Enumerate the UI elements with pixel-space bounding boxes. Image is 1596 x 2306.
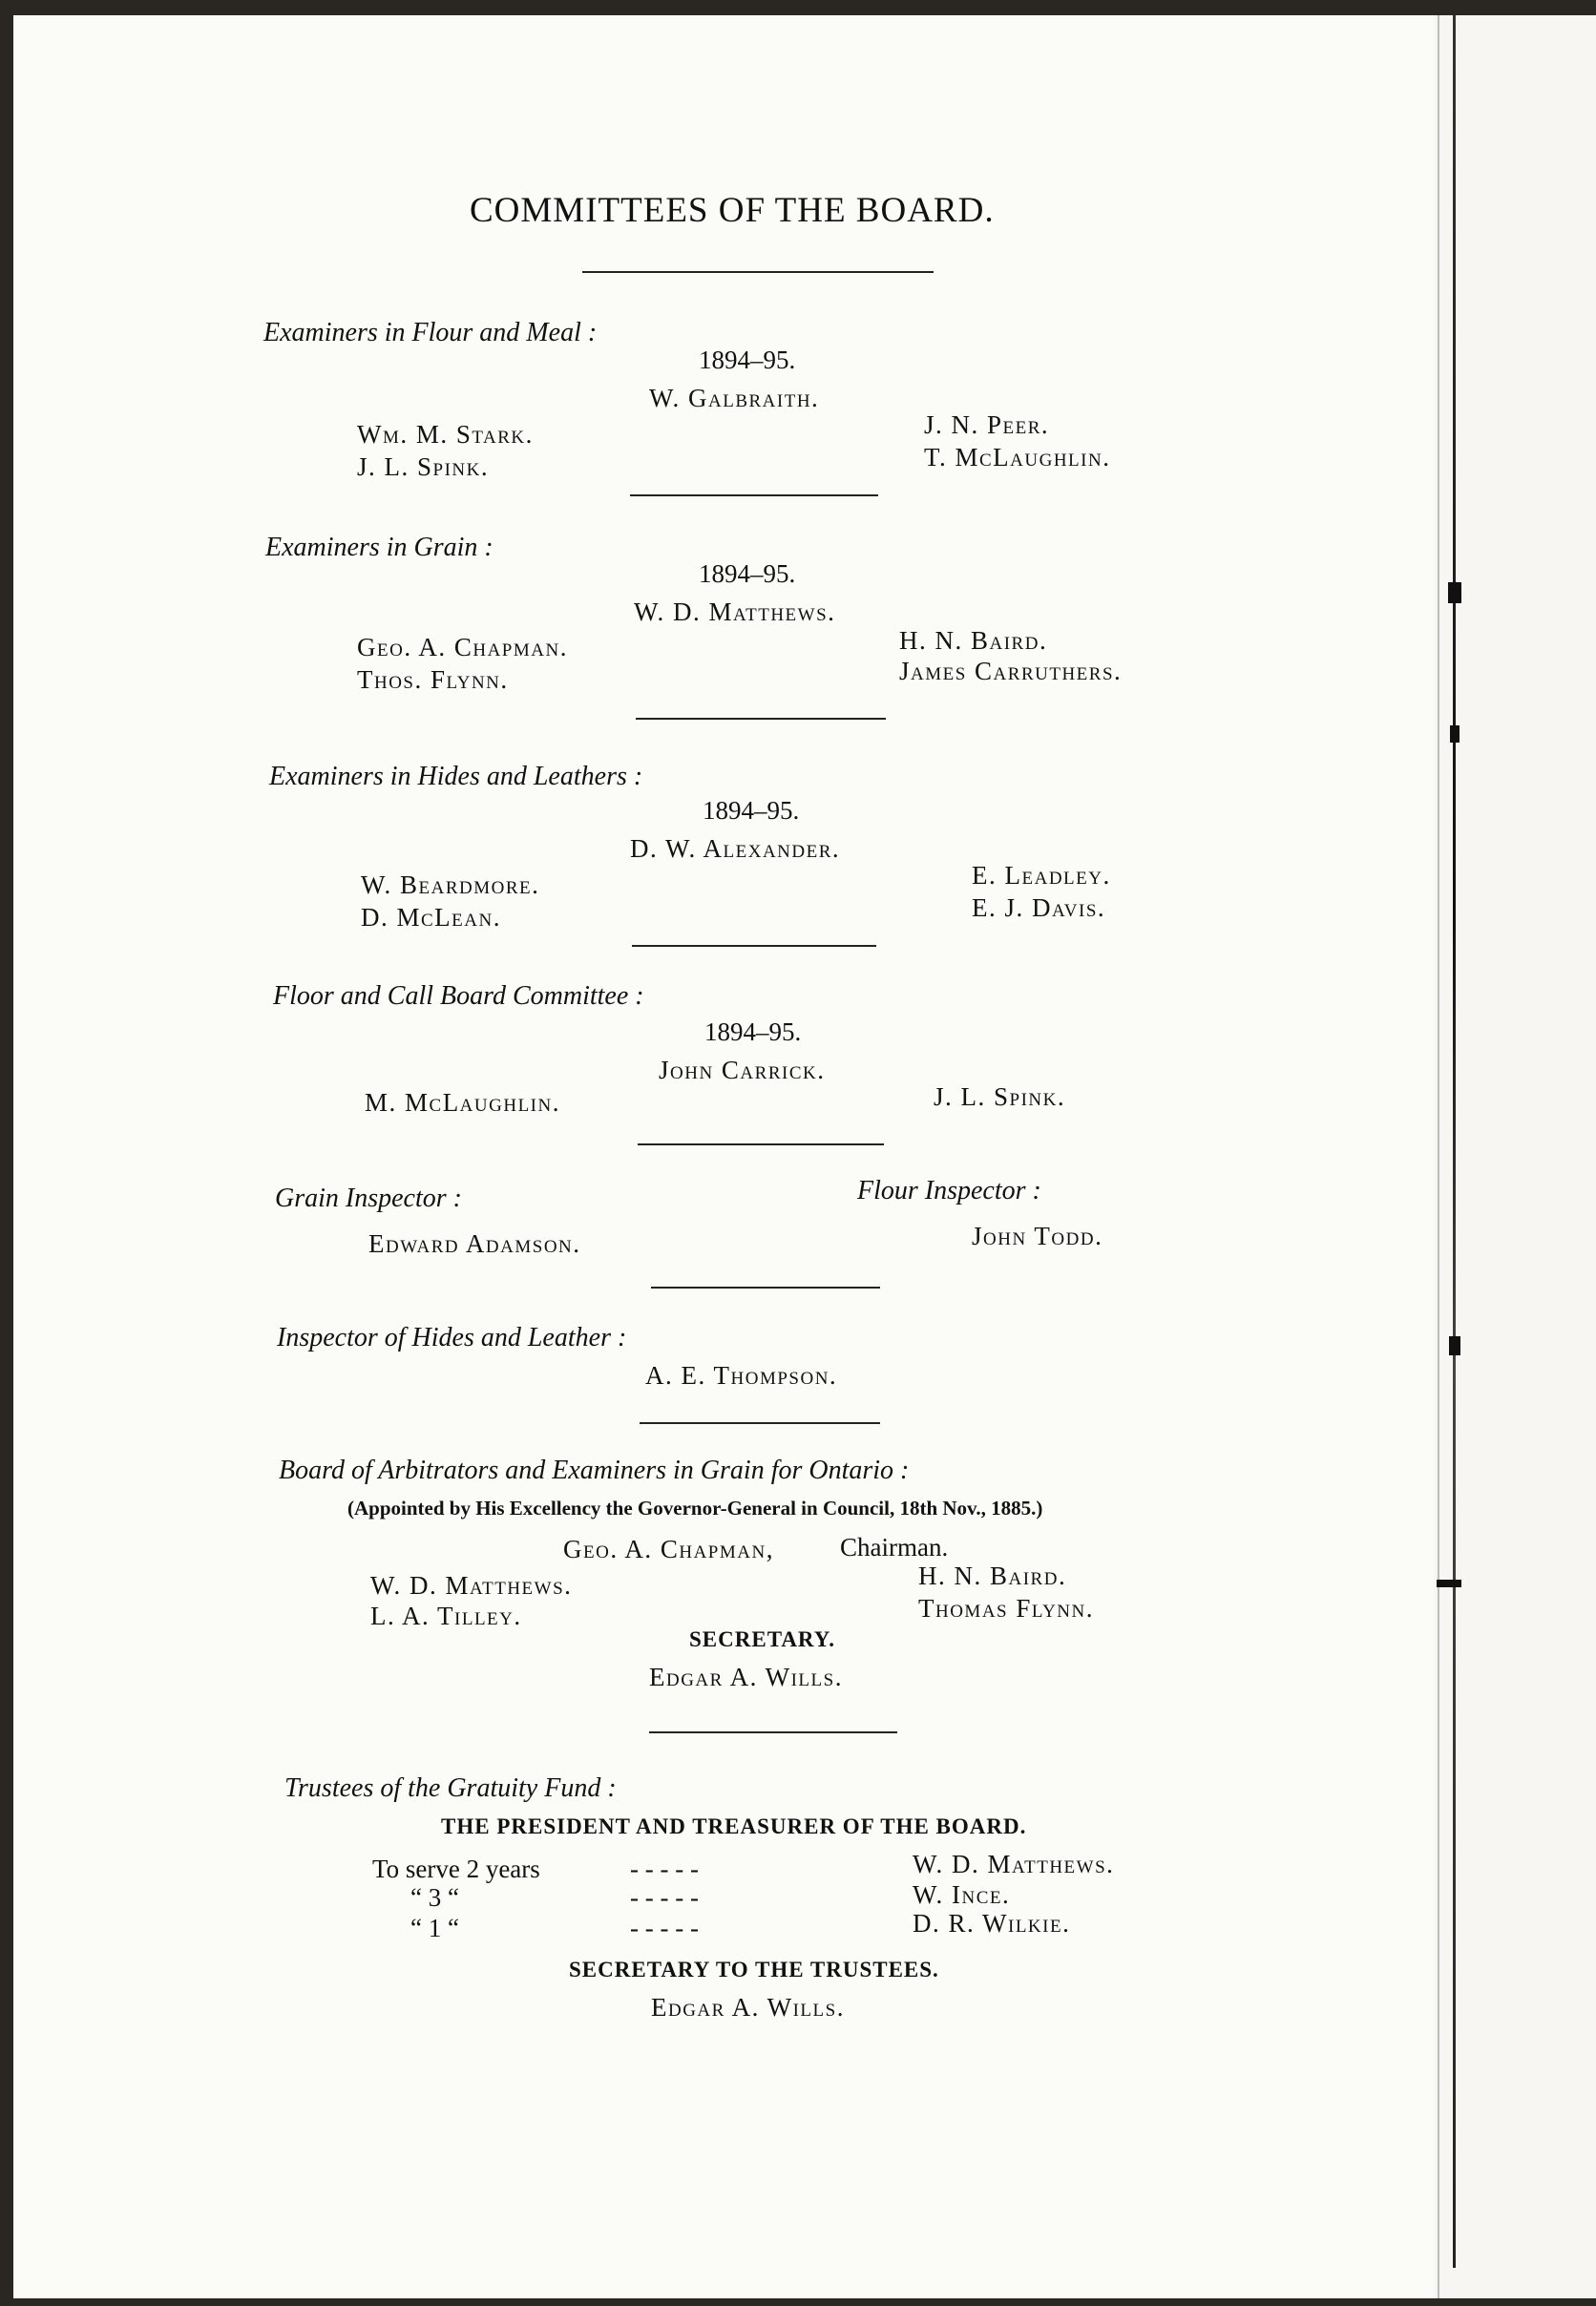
hides-member: E. Leadley. xyxy=(972,861,1111,890)
flour-meal-year: 1894–95. xyxy=(699,346,796,374)
trustee-term: “ 1 “ xyxy=(410,1914,459,1942)
section-rule xyxy=(630,494,878,496)
arbitrators-secretary-label: SECRETARY. xyxy=(689,1627,835,1651)
flour-meal-chair: W. Galbraith. xyxy=(649,384,820,412)
hides-member: D. McLean. xyxy=(361,903,501,932)
binding-mark xyxy=(1448,582,1461,603)
trustees-subheading: THE PRESIDENT AND TREASURER OF THE BOARD. xyxy=(441,1814,1027,1838)
floor-member: J. L. Spink. xyxy=(934,1082,1066,1111)
floor-chair: John Carrick. xyxy=(659,1056,826,1084)
hides-year: 1894–95. xyxy=(703,796,800,825)
hides-heading: Examiners in Hides and Leathers : xyxy=(269,762,643,791)
hides-chair: D. W. Alexander. xyxy=(630,834,841,863)
arbitrators-chair: Geo. A. Chapman, xyxy=(563,1535,774,1563)
arbitrators-secretary: Edgar A. Wills. xyxy=(649,1663,843,1691)
flour-inspector-name: John Todd. xyxy=(972,1222,1103,1250)
trustees-secretary-label: SECRETARY TO THE TRUSTEES. xyxy=(569,1958,939,1981)
trustee-leader: - - - - - xyxy=(630,1855,699,1883)
binding-stitch xyxy=(1453,15,1456,2268)
trustee-term: To serve 2 years xyxy=(372,1855,540,1883)
trustee-leader: - - - - - xyxy=(630,1883,699,1912)
flour-meal-member: Wm. M. Stark. xyxy=(357,420,534,449)
arbitrators-member: W. D. Matthews. xyxy=(370,1571,573,1600)
trustees-secretary: Edgar A. Wills. xyxy=(651,1993,845,2022)
binding-mark xyxy=(1437,1580,1461,1587)
title-rule xyxy=(582,271,934,273)
trustee-name: W. Ince. xyxy=(913,1880,1011,1909)
trustee-leader: - - - - - xyxy=(630,1914,699,1942)
hides-inspector-heading: Inspector of Hides and Leather : xyxy=(277,1323,627,1352)
arbitrators-member: H. N. Baird. xyxy=(918,1562,1067,1590)
flour-meal-member: T. McLaughlin. xyxy=(924,443,1111,472)
page-title: COMMITTEES OF THE BOARD. xyxy=(470,191,995,230)
binding-mark xyxy=(1450,725,1460,743)
arbitrators-member: L. A. Tilley. xyxy=(370,1602,522,1630)
arbitrators-chair-role: Chairman. xyxy=(840,1533,949,1562)
grain-inspector-name: Edward Adamson. xyxy=(368,1229,581,1258)
hides-member: W. Beardmore. xyxy=(361,870,540,899)
trustee-name: D. R. Wilkie. xyxy=(913,1909,1071,1938)
section-rule xyxy=(649,1731,897,1733)
floor-member: M. McLaughlin. xyxy=(365,1088,560,1117)
binding-mark xyxy=(1449,1336,1460,1355)
flour-meal-heading: Examiners in Flour and Meal : xyxy=(263,318,598,347)
grain-member: Thos. Flynn. xyxy=(357,665,509,694)
section-rule xyxy=(651,1287,880,1289)
arbitrators-note: (Appointed by His Excellency the Governor-General in Council, 18th Nov., 1885.) xyxy=(347,1497,1043,1520)
trustee-name: W. D. Matthews. xyxy=(913,1850,1115,1878)
binding-edge xyxy=(1438,15,1439,2298)
section-rule xyxy=(636,718,886,720)
flour-inspector-heading: Flour Inspector : xyxy=(857,1176,1041,1205)
arbitrators-heading: Board of Arbitrators and Examiners in Grain for Ontario : xyxy=(279,1456,910,1485)
section-rule xyxy=(632,945,876,947)
floor-year: 1894–95. xyxy=(704,1017,802,1046)
grain-heading: Examiners in Grain : xyxy=(265,533,494,562)
trustee-term: “ 3 “ xyxy=(410,1883,459,1912)
grain-year: 1894–95. xyxy=(699,559,796,588)
grain-chair: W. D. Matthews. xyxy=(634,597,836,626)
grain-inspector-heading: Grain Inspector : xyxy=(275,1184,462,1213)
flour-meal-member: J. L. Spink. xyxy=(357,452,490,481)
grain-member: H. N. Baird. xyxy=(899,626,1048,655)
binding-margin xyxy=(1434,15,1596,2298)
section-rule xyxy=(638,1143,884,1145)
trustees-heading: Trustees of the Gratuity Fund : xyxy=(284,1773,617,1803)
arbitrators-member: Thomas Flynn. xyxy=(918,1594,1095,1623)
floor-heading: Floor and Call Board Committee : xyxy=(273,981,644,1011)
section-rule xyxy=(640,1422,880,1424)
grain-member: James Carruthers. xyxy=(899,657,1123,685)
hides-inspector-name: A. E. Thompson. xyxy=(645,1361,838,1390)
hides-member: E. J. Davis. xyxy=(972,893,1106,922)
flour-meal-member: J. N. Peer. xyxy=(924,410,1050,439)
grain-member: Geo. A. Chapman. xyxy=(357,633,568,661)
